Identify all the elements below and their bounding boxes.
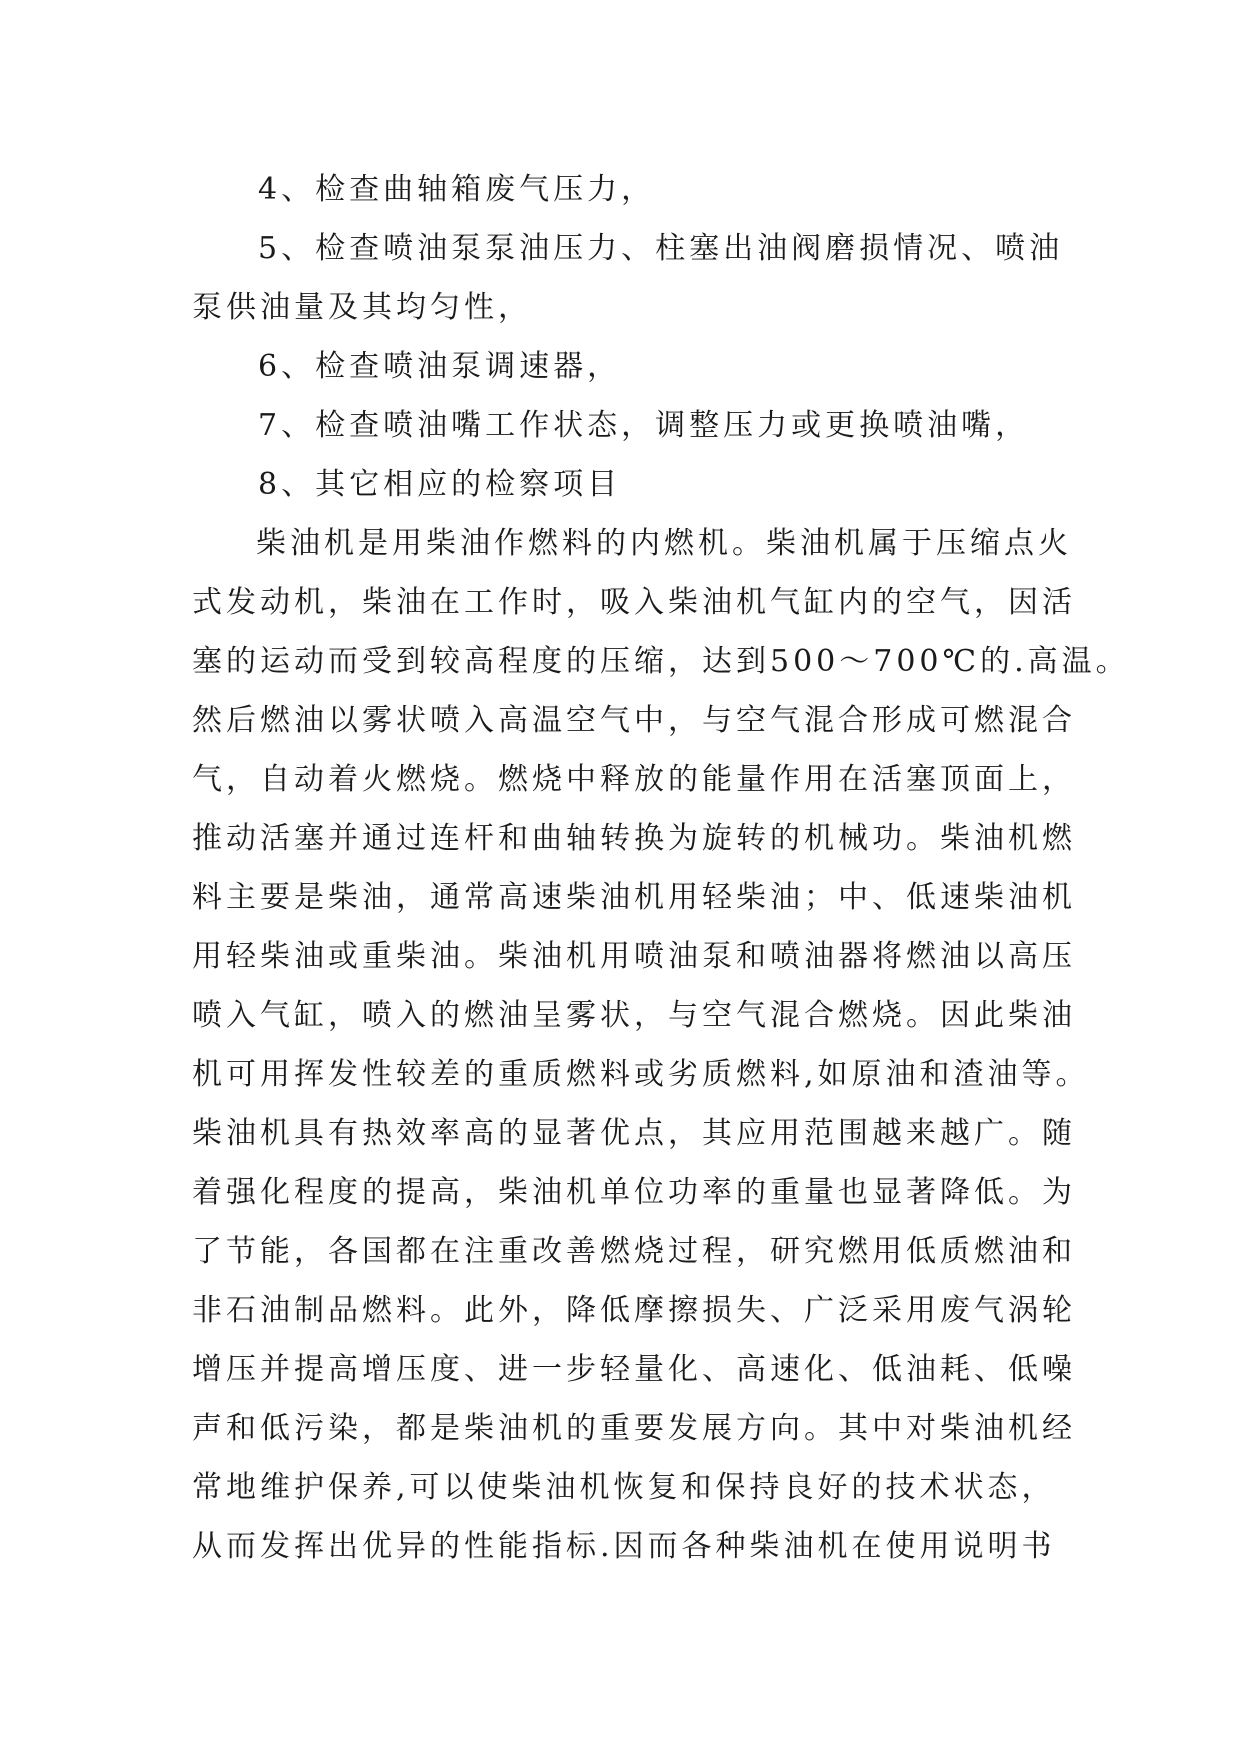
paragraph-line: 料主要是柴油，通常高速柴油机用轻柴油；中、低速柴油机 bbox=[192, 880, 1076, 915]
document-body bbox=[192, 160, 1130, 1576]
paragraph-line: 增压并提高增压度、进一步轻量化、高速化、低油耗、低噪 bbox=[192, 1352, 1076, 1387]
paragraph-line: 机可用挥发性较差的重质燃料或劣质燃料,如原油和渣油等。 bbox=[192, 1057, 1090, 1092]
list-item: 8、其它相应的检察项目 bbox=[258, 467, 622, 502]
paragraph-line: 喷入气缸，喷入的燃油呈雾状，与空气混合燃烧。因此柴油 bbox=[192, 998, 1076, 1033]
paragraph-line: 推动活塞并通过连杆和曲轴转换为旋转的机械功。柴油机燃 bbox=[192, 821, 1076, 856]
list-item: 7、检查喷油嘴工作状态，调整压力或更换喷油嘴， bbox=[258, 408, 1030, 443]
paragraph-line: 着强化程度的提高，柴油机单位功率的重量也显著降低。为 bbox=[192, 1175, 1076, 1210]
inspection-list bbox=[192, 160, 1062, 514]
paragraph-line: 非石油制品燃料。此外，降低摩擦损失、广泛采用废气涡轮 bbox=[192, 1293, 1076, 1328]
paragraph-line: 塞的运动而受到较高程度的压缩，达到500～700℃的.高温。 bbox=[192, 644, 1130, 679]
paragraph-line: 声和低污染，都是柴油机的重要发展方向。其中对柴油机经 bbox=[192, 1411, 1076, 1446]
paragraph-line: 然后燃油以雾状喷入高温空气中，与空气混合形成可燃混合 bbox=[192, 703, 1076, 738]
body-paragraph bbox=[192, 514, 1130, 1576]
paragraph-line: 从而发挥出优异的性能指标.因而各种柴油机在使用说明书 bbox=[192, 1529, 1056, 1564]
paragraph-line: 用轻柴油或重柴油。柴油机用喷油泵和喷油器将燃油以高压 bbox=[192, 939, 1076, 974]
paragraph-line: 常地维护保养,可以使柴油机恢复和保持良好的技术状态， bbox=[192, 1470, 1056, 1505]
paragraph-line: 柴油机具有热效率高的显著优点，其应用范围越来越广。随 bbox=[192, 1116, 1076, 1151]
list-item: 6、检查喷油泵调速器， bbox=[258, 349, 622, 384]
paragraph-line: 气，自动着火燃烧。燃烧中释放的能量作用在活塞顶面上， bbox=[192, 762, 1076, 797]
list-item: 4、检查曲轴箱废气压力， bbox=[258, 172, 656, 207]
paragraph-line: 柴油机是用柴油作燃料的内燃机。柴油机属于压缩点火 bbox=[256, 526, 1072, 561]
list-item: 5、检查喷油泵泵油压力、柱塞出油阀磨损情况、喷油 bbox=[258, 231, 1064, 266]
list-item-continuation: 泵供油量及其均匀性， bbox=[192, 290, 532, 325]
paragraph-line: 了节能，各国都在注重改善燃烧过程，研究燃用低质燃油和 bbox=[192, 1234, 1076, 1269]
paragraph-line: 式发动机，柴油在工作时，吸入柴油机气缸内的空气，因活 bbox=[192, 585, 1076, 620]
